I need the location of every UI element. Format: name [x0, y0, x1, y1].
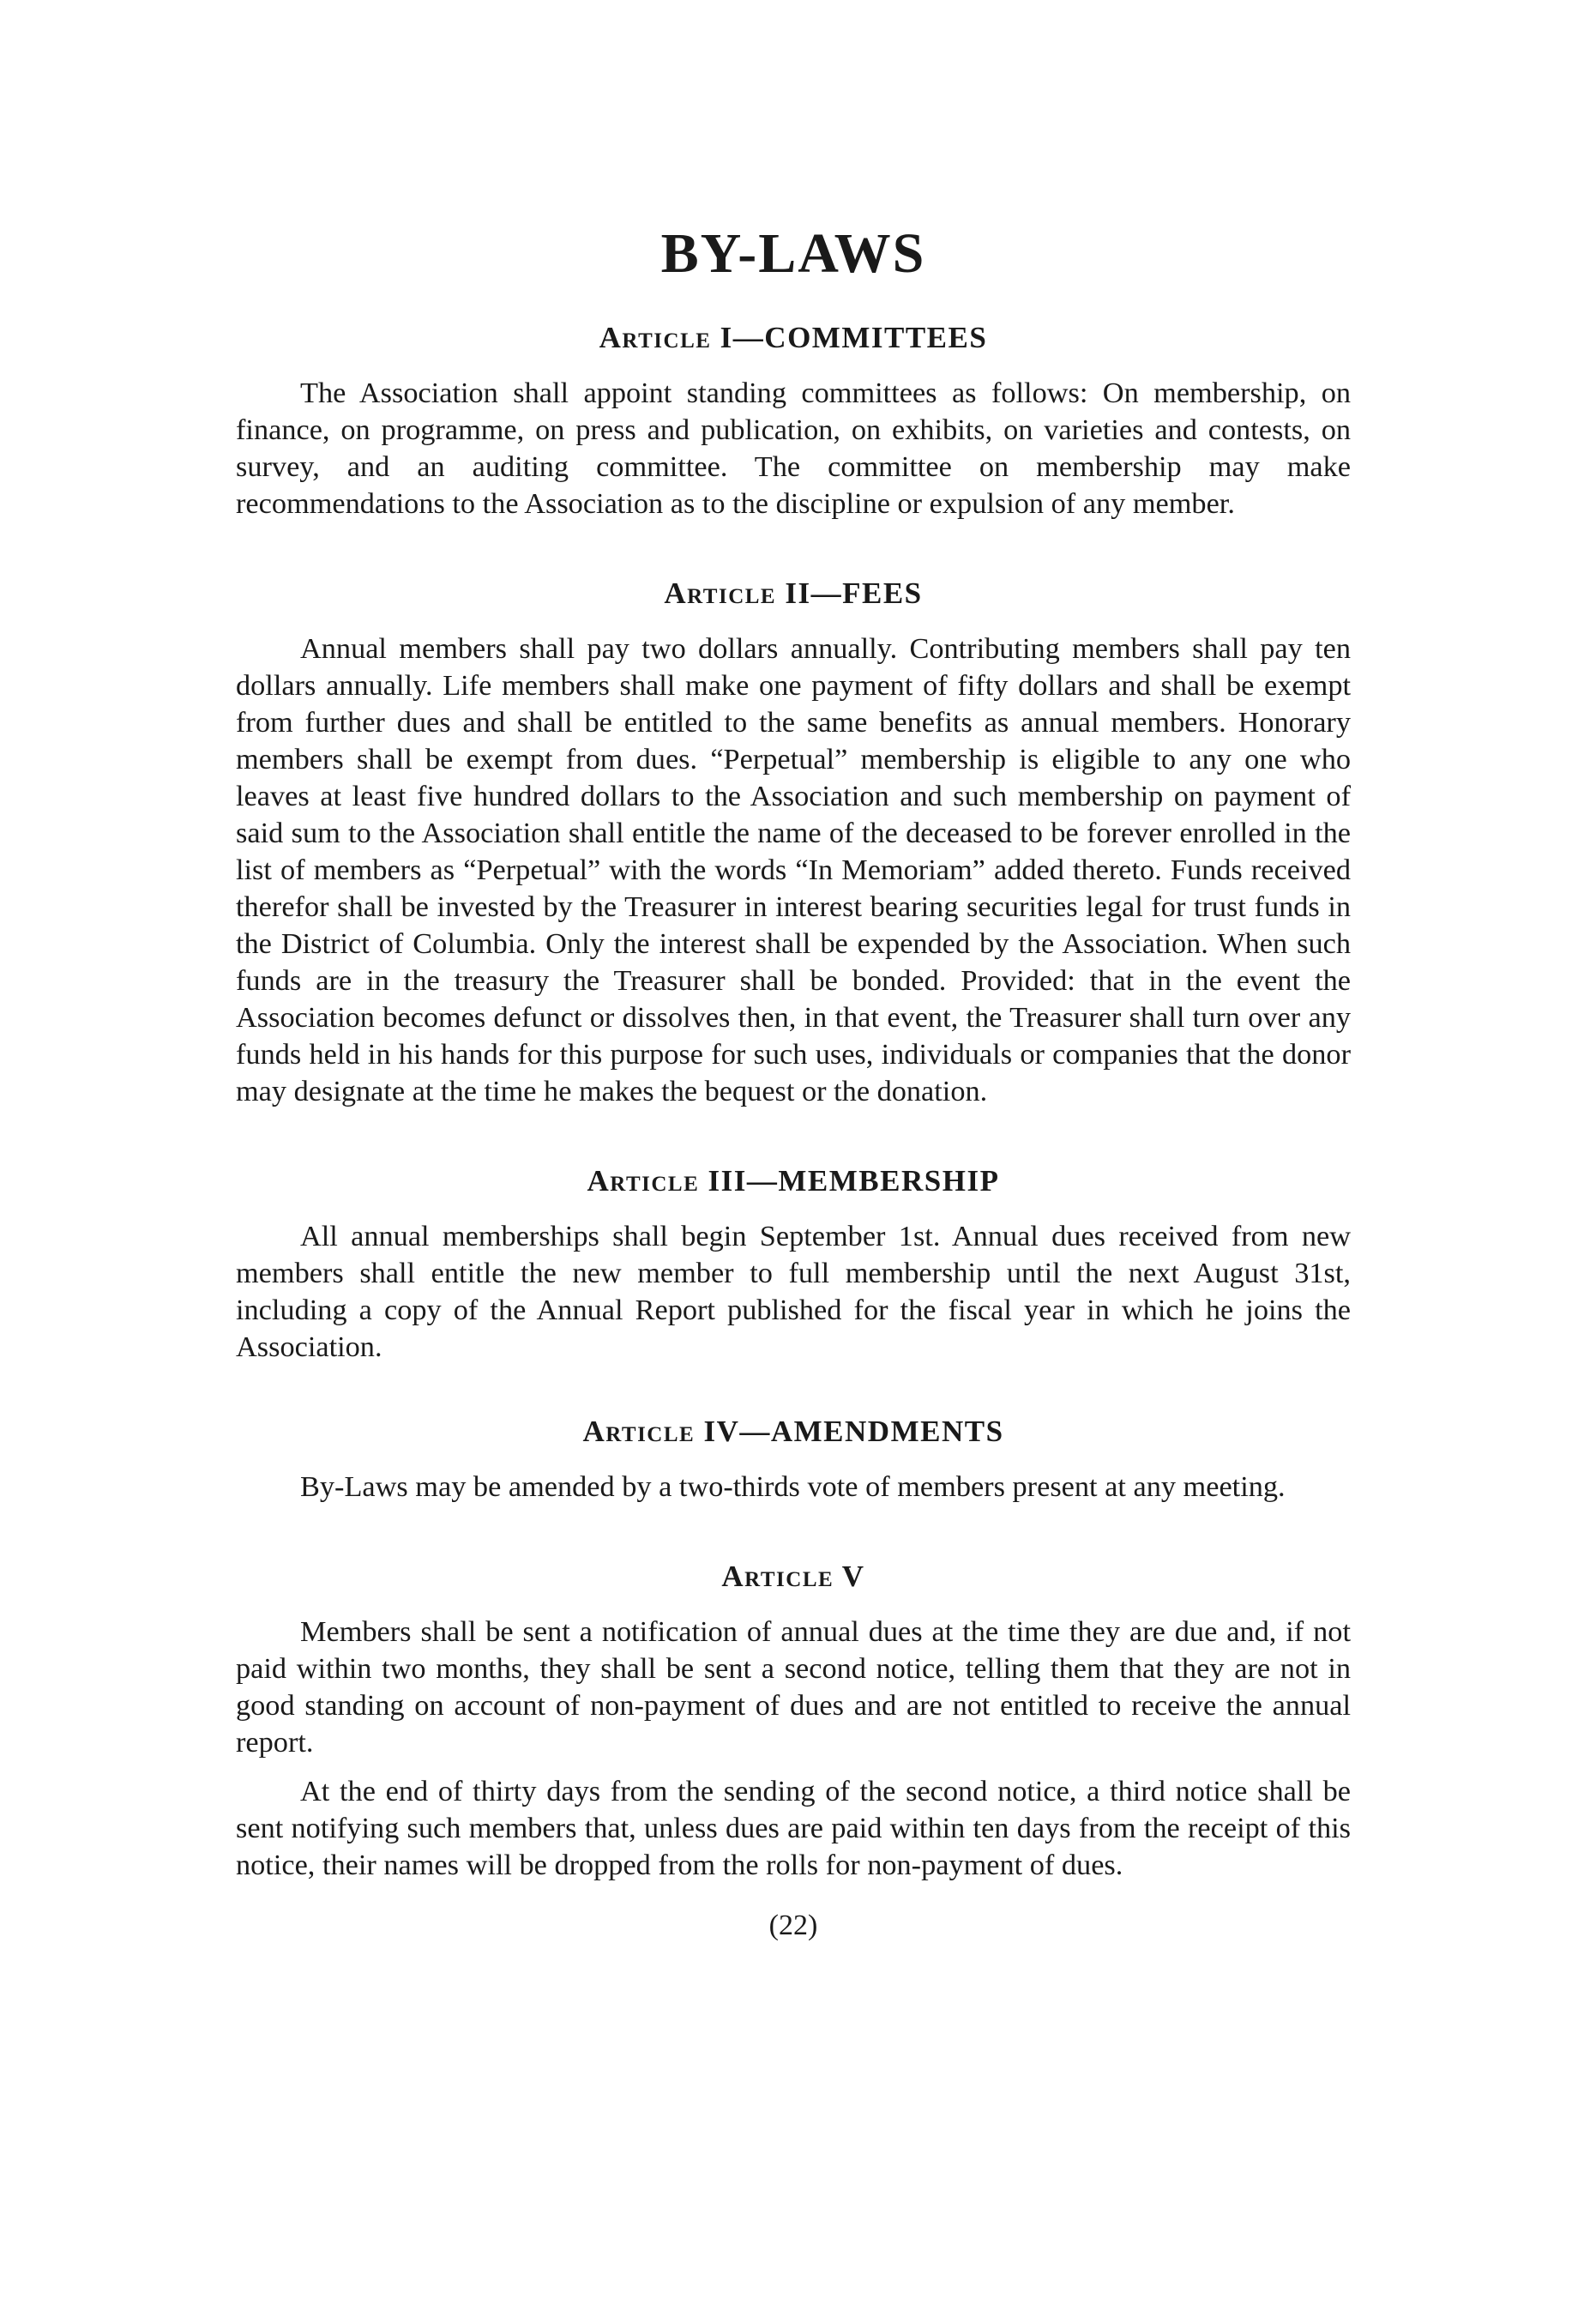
document-page [236, 223, 1351, 1942]
article-title: II—FEES [785, 576, 923, 610]
article-label: Article [587, 1163, 700, 1198]
article-title: V [841, 1559, 865, 1593]
article-3 [236, 1163, 1351, 1366]
article-heading [236, 1163, 1351, 1199]
article-5 [236, 1559, 1351, 1884]
article-2 [236, 576, 1351, 1110]
article-title: I—COMMITTEES [720, 320, 988, 354]
article-1 [236, 320, 1351, 522]
article-label: Article [582, 1414, 696, 1448]
article-title: IV—AMENDMENTS [703, 1414, 1004, 1448]
article-paragraph: All annual memberships shall begin September 1st. Annual dues received from new members shall entitle the new member to full membership until the next August 31st, including a copy of the Annual Report published for the fiscal year in which he joins the Association. [236, 1219, 1351, 1363]
page-number: (22) [768, 1909, 818, 1941]
article-label: Article [599, 320, 712, 354]
article-heading [236, 1559, 1351, 1595]
article-label: Article [664, 576, 777, 610]
article-paragraph: At the end of thirty days from the sending of the second notice, a third notice shall be sent notifying such members that, unless dues are paid within ten days from the receipt of this notice, their names will be dropped from the rolls for non-payment of dues. [236, 1774, 1351, 1881]
article-label: Article [721, 1559, 834, 1593]
article-paragraph: Members shall be sent a notification of annual dues at the time they are due and, if not paid within two months, they shall be sent a second notice, telling them that they are not in good standing on account of non-payment of dues and are not entitled to receive the annual report. [236, 1614, 1351, 1759]
article-paragraph: Annual members shall pay two dollars annually. Contributing members shall pay ten dollars annually. Life members shall make one payment of fifty dollars and shall be exempt from further dues and shall be entitled to the same benefits as annual members. Honorary members shall be exempt from dues. “Perpetual” membership is eligible to any one who leaves at least five hundred dollars to the Association and such membership on payment of said sum to the Association shall entitle the name of the deceased to be forever enrolled in the list of members as “Perpetual” with the words “In Memoriam” added thereto. Funds received therefor shall be invested by the Treasurer in interest bearing securities legal for trust funds in the District of Columbia. Only the interest shall be expended by the Association. When such funds are in the treasury the Treasurer shall be bonded. Provided: that in the event the Association becomes defunct or dissolves then, in that event, the Treasurer shall turn over any funds held in his hands for this purpose for such uses, individuals or companies that the donor may designate at the time he makes the bequest or the donation. [236, 631, 1351, 1107]
article-paragraph: By-Laws may be amended by a two-thirds vote of members present at any meeting. [300, 1469, 1286, 1503]
article-4 [236, 1414, 1351, 1505]
page-title: BY-LAWS [660, 222, 926, 285]
article-title: III—MEMBERSHIP [708, 1163, 1000, 1198]
article-heading [236, 320, 1351, 356]
article-heading [236, 1414, 1351, 1450]
article-heading [236, 576, 1351, 612]
article-paragraph: The Association shall appoint standing committees as follows: On membership, on finance, on programme, on press and publication, on exhibits, on varieties and contests, on survey, and an auditing committee. The committee on membership may make recommendations to the Association as to the discipline or expulsion of any member. [236, 376, 1351, 520]
